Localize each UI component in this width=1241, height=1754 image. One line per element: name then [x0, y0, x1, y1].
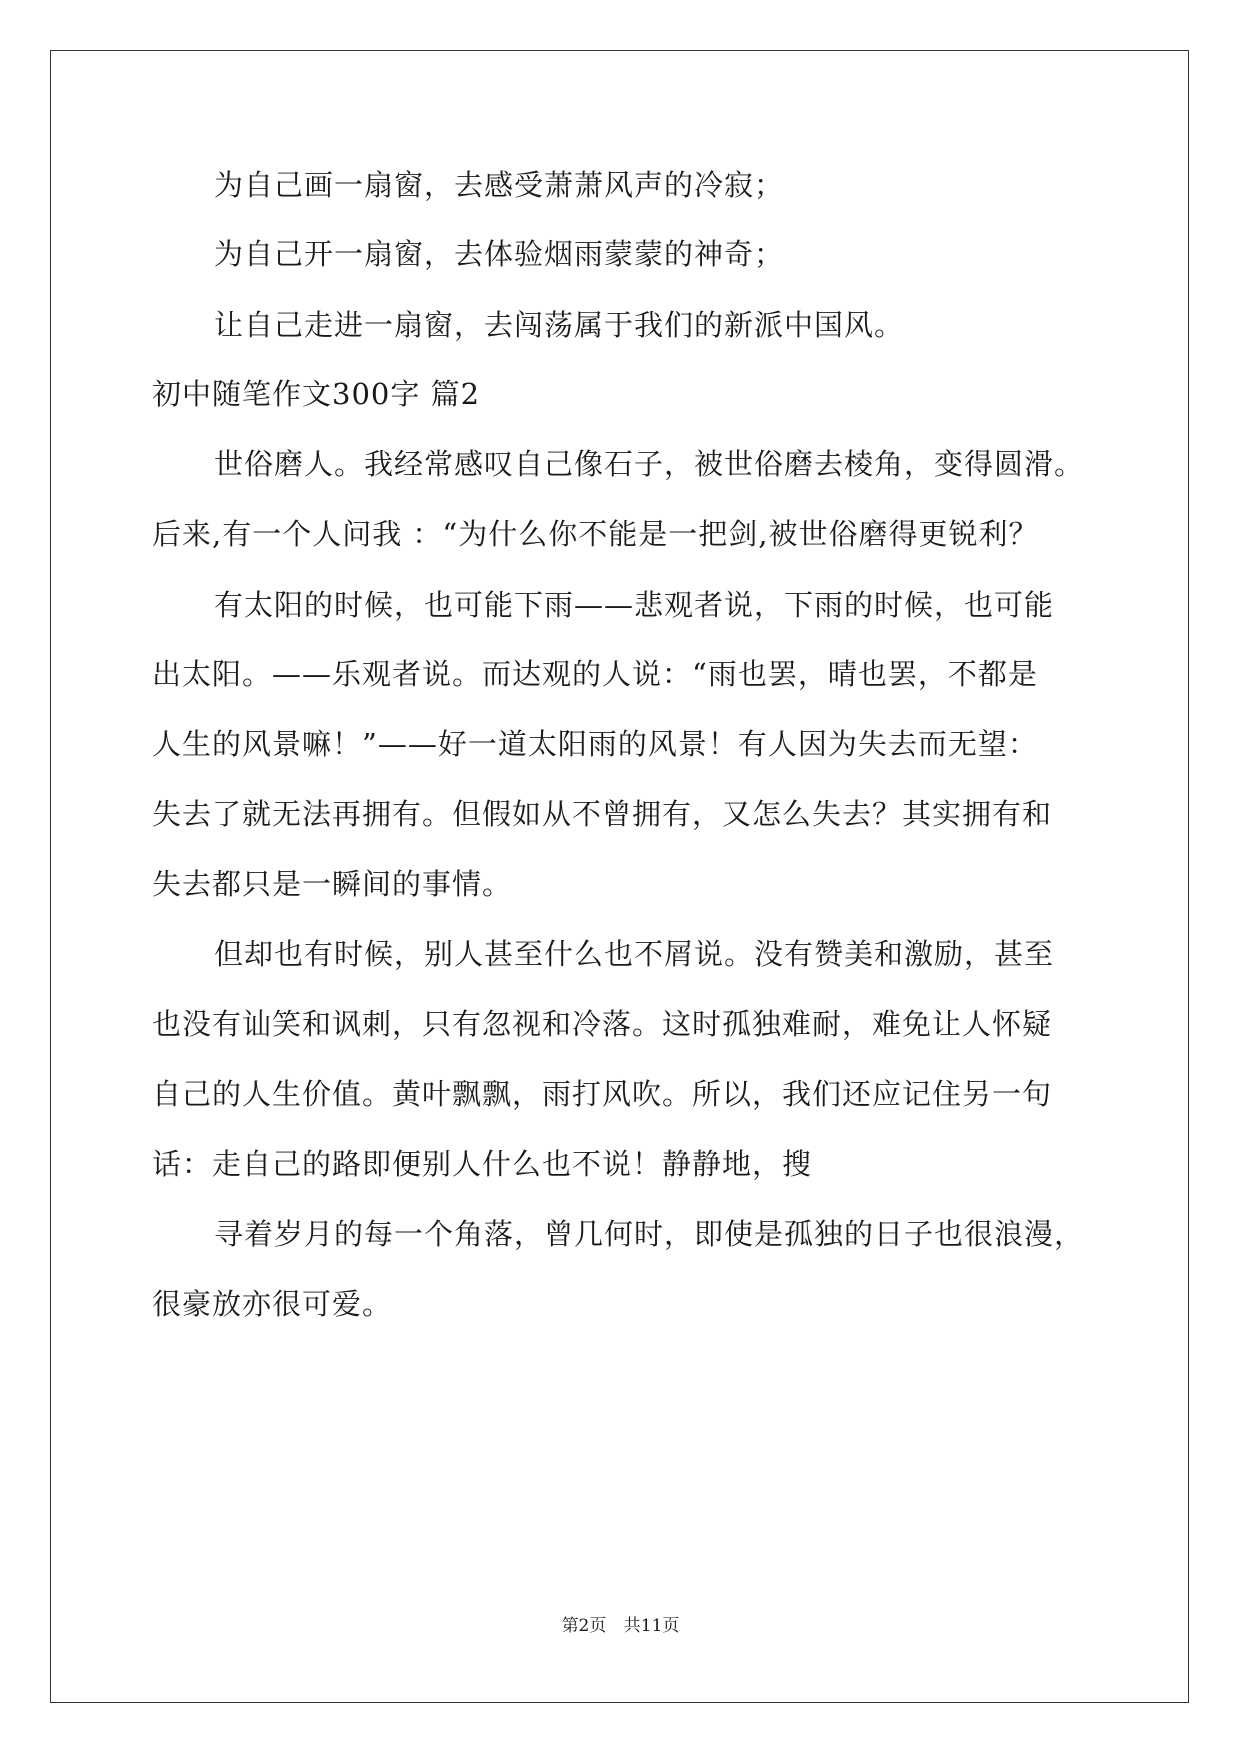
paragraph-line: 出太阳。——乐观者说。而达观的人说：“雨也罢，晴也罢，不都是: [152, 657, 1038, 691]
paragraph-line: 世俗磨人。我经常感叹自己像石子，被世俗磨去棱角，变得圆滑。: [214, 447, 1085, 481]
paragraph-line: 失去了就无法再拥有。但假如从不曾拥有，又怎么失去？其实拥有和: [152, 797, 1053, 831]
paragraph-line: 让自己走进一扇窗，去闯荡属于我们的新派中国风。: [214, 308, 905, 342]
page-number-total: 共11页: [623, 1616, 680, 1636]
paragraph-line: 有太阳的时候，也可能下雨——悲观者说，下雨的时候，也可能: [214, 588, 1055, 622]
paragraph-line: 失去都只是一瞬间的事情。: [152, 867, 513, 901]
page-number-current: 第2页: [561, 1616, 607, 1636]
paragraph-line: 话：走自己的路即便别人什么也不说！静静地，搜: [152, 1147, 813, 1181]
paragraph-line: 为自己画一扇窗，去感受萧萧风声的冷寂；: [214, 168, 785, 202]
paragraph-line: 人生的风景嘛！”——好一道太阳雨的风景！有人因为失去而无望：: [152, 727, 1038, 761]
paragraph-line: 很豪放亦很可爱。: [152, 1287, 393, 1321]
paragraph-line: 但却也有时候，别人甚至什么也不屑说。没有赞美和激励，甚至: [214, 937, 1055, 971]
page-footer: [0, 1614, 1241, 1638]
paragraph-line: 自己的人生价值。黄叶飘飘，雨打风吹。所以，我们还应记住另一句: [152, 1077, 1053, 1111]
paragraph-line: 寻着岁月的每一个角落，曾几何时，即使是孤独的日子也很浪漫，: [214, 1217, 1085, 1251]
paragraph-line: 为自己开一扇窗，去体验烟雨蒙蒙的神奇；: [214, 237, 785, 271]
paragraph-line: 也没有讪笑和讽刺，只有忽视和冷落。这时孤独难耐，难免让人怀疑: [152, 1007, 1053, 1041]
section-heading: 初中随笔作文300字 篇2: [152, 377, 481, 411]
paragraph-line: 后来,有一个人问我 ：“为什么你不能是一把剑,被世俗磨得更锐利？: [152, 517, 1039, 551]
